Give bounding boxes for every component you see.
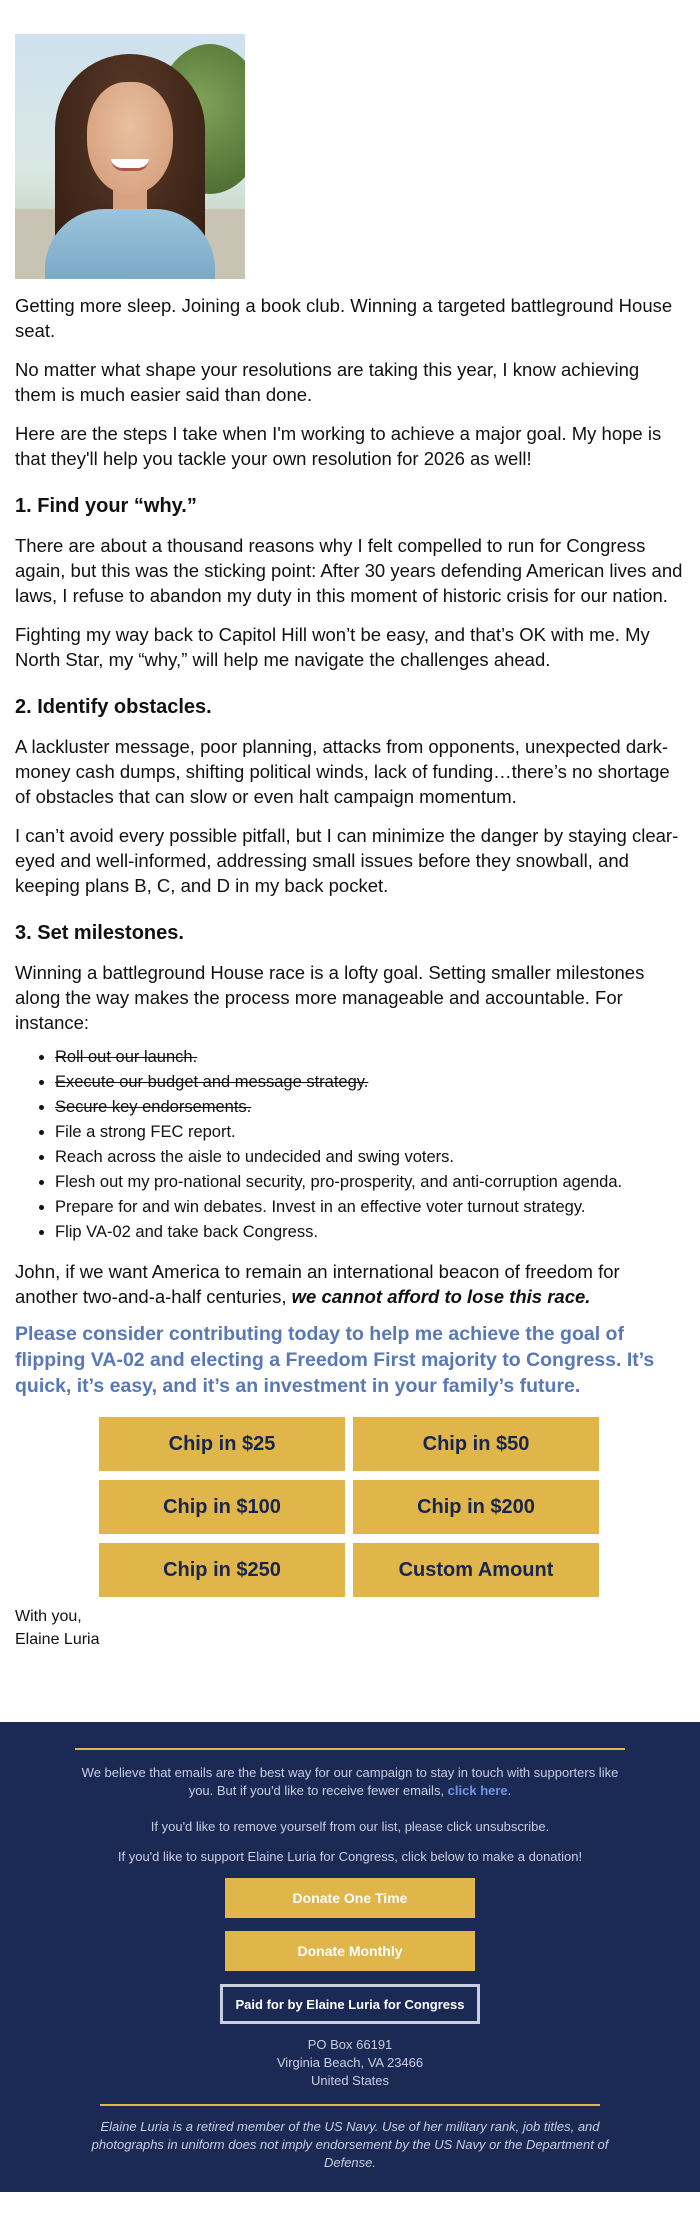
chip-in-25-button[interactable]: Chip in $25 [99, 1417, 345, 1471]
donation-buttons [99, 1417, 599, 1597]
milestone-item: • Roll out our launch. [55, 1045, 685, 1070]
section-2-paragraph-1: A lackluster message, poor planning, attacks from opponents, unexpected dark-money cash dumps, shifting political winds, lack of funding…there’s no shortage of obstacles that can slow or even halt campaign momentum. [15, 736, 670, 807]
email-body [0, 34, 700, 1651]
intro-paragraph-3: Here are the steps I take when I'm working to achieve a major goal. My hope is that they'll help you tackle your own resolution for 2026 as well! [15, 423, 662, 469]
closing-emphasis: we cannot afford to lose this race. [291, 1286, 591, 1307]
section-heading-milestones: 3. Set milestones. [15, 922, 184, 944]
chip-in-50-button[interactable]: Chip in $50 [353, 1417, 599, 1471]
military-disclaimer: Elaine Luria is a retired member of the US Navy. Use of her military rank, job titles, and photographs in uniform does not imply endorsement by the US Navy or the Department of Defense. [91, 2119, 609, 2170]
chip-in-250-button[interactable]: Chip in $250 [99, 1543, 345, 1597]
intro-paragraph-2: No matter what shape your resolutions are taking this year, I know achieving them is much easier said than done. [15, 359, 640, 405]
milestone-item: • File a strong FEC report. [55, 1120, 685, 1145]
milestone-item: • Flesh out my pro-national security, pro-prosperity, and anti-corruption agenda. [55, 1170, 685, 1195]
footer-divider [100, 2104, 600, 2106]
paid-for-box: Paid for by Elaine Luria for Congress [220, 1984, 480, 2024]
support-text: If you'd like to support Elaine Luria for Congress, click below to make a donation! [117, 1849, 583, 1864]
signoff [15, 1605, 685, 1651]
unsubscribe-text[interactable]: If you'd like to remove yourself from our list, please click unsubscribe. [150, 1819, 550, 1834]
signoff-line: With you, [15, 1608, 82, 1625]
section-3-paragraph-1: Winning a battleground House race is a lofty goal. Setting smaller milestones along the way makes the process more manageable and accountable. For instance: [15, 962, 645, 1033]
address-line-3: United States [310, 2073, 390, 2088]
milestone-item: • Prepare for and win debates. Invest in an effective voter turnout strategy. [55, 1195, 685, 1220]
closing-text: John, if we want America to remain an international beacon of freedom for another two-and-a-half centuries, [15, 1261, 620, 1307]
donation-ask: Please consider contributing today to help me achieve the goal of flipping VA-02 and electing a Freedom First majority to Congress. It’s quick, it’s easy, and it’s an investment in your family’s future. [15, 1323, 655, 1397]
intro-paragraph-1: Getting more sleep. Joining a book club. Winning a targeted battleground House seat. [15, 295, 673, 341]
email-preferences-text [80, 1764, 620, 1800]
milestone-item: • Flip VA-02 and take back Congress. [55, 1220, 685, 1245]
section-1-paragraph-1: There are about a thousand reasons why I felt compelled to run for Congress again, but this was the sticking point: After 30 years defending American lives and laws, I refuse to abandon my duty in this moment of historic crisis for our nation. [15, 535, 683, 606]
fewer-emails-link[interactable]: click here [447, 1783, 508, 1798]
section-heading-why: 1. Find your “why.” [15, 495, 197, 517]
chip-in-100-button[interactable]: Chip in $100 [99, 1480, 345, 1534]
section-1-paragraph-2: Fighting my way back to Capitol Hill won’t be easy, and that’s OK with me. My North Star, my “why,” will help me navigate the challenges ahead. [15, 624, 650, 670]
custom-amount-button[interactable]: Custom Amount [353, 1543, 599, 1597]
address-line-1: PO Box 66191 [307, 2037, 393, 2052]
milestone-item: • Reach across the aisle to undecided and swing voters. [55, 1145, 685, 1170]
donate-one-time-button[interactable]: Donate One Time [225, 1878, 475, 1918]
pref-end: . [507, 1783, 512, 1798]
chip-in-200-button[interactable]: Chip in $200 [353, 1480, 599, 1534]
pref-text: We believe that emails are the best way for our campaign to stay in touch with supporters like you. But if you'd like to receive fewer emails, [81, 1765, 619, 1798]
address-line-2: Virginia Beach, VA 23466 [276, 2055, 424, 2070]
donate-monthly-button[interactable]: Donate Monthly [225, 1931, 475, 1971]
section-heading-obstacles: 2. Identify obstacles. [15, 696, 212, 718]
signoff-name: Elaine Luria [15, 1631, 100, 1648]
milestone-list [55, 1045, 685, 1245]
email-footer [0, 1722, 700, 2192]
milestone-item: • Secure key endorsements. [55, 1095, 685, 1120]
section-2-paragraph-2: I can’t avoid every possible pitfall, but I can minimize the danger by staying clear-eyed and well-informed, addressing small issues before they snowball, and keeping plans B, C, and D in my back pocket. [15, 825, 679, 896]
bottom-margin [0, 2192, 700, 2213]
closing-paragraph [15, 1259, 685, 1309]
candidate-photo [15, 34, 245, 279]
milestone-item: • Execute our budget and message strategy. [55, 1070, 685, 1095]
footer-divider [75, 1748, 625, 1750]
